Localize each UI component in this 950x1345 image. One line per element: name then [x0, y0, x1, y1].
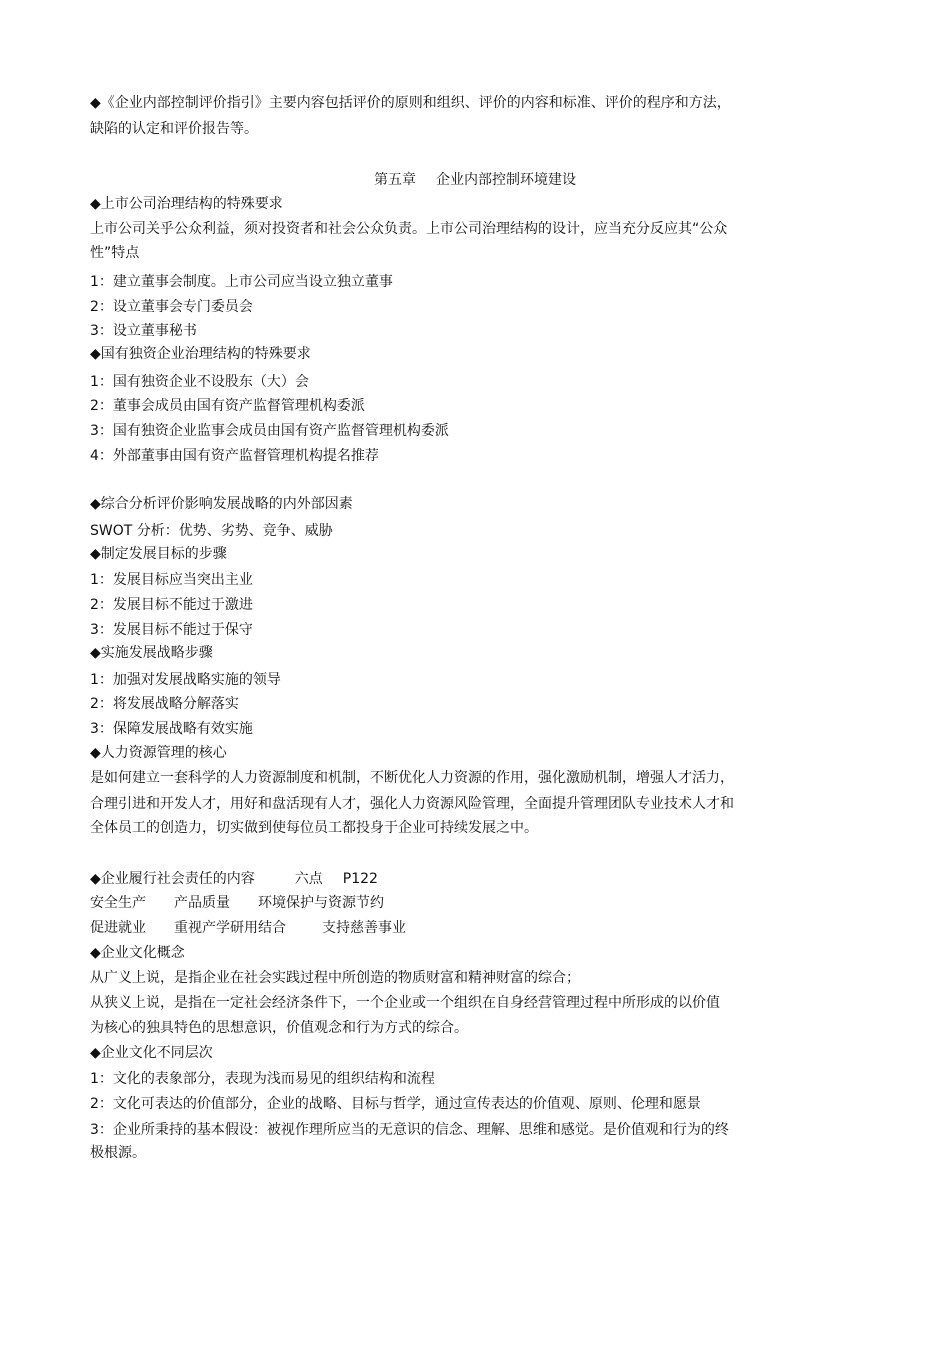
paragraph-line: 上市公司关乎公众利益，须对投资者和社会公众负责。上市公司治理结构的设计，应当充分反应其“公众 — [90, 221, 728, 237]
section-heading: ◆制定发展目标的步骤 — [90, 546, 227, 562]
paragraph-line: 合理引进和开发人才，用好和盘活现有人才，强化人力资源风险管理，全面提升管理团队专业技术人才和 — [90, 796, 734, 812]
list-item: 3：国有独资企业监事会成员由国有资产监督管理机构委派 — [90, 423, 449, 439]
list-item: 1：发展目标应当突出主业 — [90, 572, 253, 588]
intro-line-2: 缺陷的认定和评价报告等。 — [90, 121, 258, 137]
list-item: 4：外部董事由国有资产监督管理机构提名推荐 — [90, 448, 379, 464]
list-item: 3：企业所秉持的基本假设：被视作理所应当的无意识的信念、理解、思维和感觉。是价值观和行为的终 — [90, 1122, 729, 1138]
responsibility-row — [90, 893, 384, 913]
point-count: 六点 — [294, 871, 323, 887]
section-heading: ◆企业履行社会责任的内容 — [90, 871, 255, 887]
paragraph-line: 从狭义上说，是指在一定社会经济条件下，一个企业或一个组织在自身经营管理过程中所形成的以价值 — [90, 995, 720, 1011]
section-heading: ◆企业文化不同层次 — [90, 1045, 213, 1061]
intro-line-1: ◆《企业内部控制评价指引》主要内容包括评价的原则和组织、评价的内容和标准、评价的程序和方法， — [90, 95, 731, 111]
list-item: 1：加强对发展战略实施的领导 — [90, 672, 281, 688]
responsibility-item: 支持慈善事业 — [322, 920, 406, 936]
list-item: 3：设立董事秘书 — [90, 323, 197, 339]
section-heading: ◆综合分析评价影响发展战略的内外部因素 — [90, 496, 353, 512]
page-reference: P122 — [342, 871, 378, 887]
list-item: 2：设立董事会专门委员会 — [90, 299, 253, 315]
section-heading-with-ref — [90, 869, 378, 889]
section-heading: ◆国有独资企业治理结构的特殊要求 — [90, 346, 311, 362]
section-heading: ◆企业文化概念 — [90, 945, 185, 961]
paragraph-line: SWOT 分析：优势、劣势、竞争、威胁 — [90, 523, 333, 539]
responsibility-row — [90, 918, 406, 938]
paragraph-line: 是如何建立一套科学的人力资源制度和机制，不断优化人力资源的作用，强化激励机制，增强人才活力， — [90, 770, 734, 786]
list-item: 2：文化可表达的价值部分，企业的战略、目标与哲学，通过宣传表达的价值观、原则、伦理和愿景 — [90, 1096, 701, 1112]
list-item: 2：董事会成员由国有资产监督管理机构委派 — [90, 398, 365, 414]
responsibility-item: 促进就业 — [90, 920, 146, 936]
chapter-name: 企业内部控制环境建设 — [436, 172, 576, 188]
responsibility-item: 产品质量 — [174, 895, 230, 911]
chapter-title — [0, 170, 950, 190]
chapter-number: 第五章 — [374, 172, 416, 188]
list-item: 3：保障发展战略有效实施 — [90, 721, 253, 737]
list-item: 3：发展目标不能过于保守 — [90, 622, 253, 638]
responsibility-item: 安全生产 — [90, 895, 146, 911]
responsibility-item: 重视产学研用结合 — [174, 920, 286, 936]
section-heading: ◆人力资源管理的核心 — [90, 745, 227, 761]
section-heading: ◆上市公司治理结构的特殊要求 — [90, 196, 283, 212]
list-item: 1：建立董事会制度。上市公司应当设立独立董事 — [90, 274, 393, 290]
paragraph-line: 为核心的独具特色的思想意识，价值观念和行为方式的综合。 — [90, 1020, 468, 1036]
list-item: 1：文化的表象部分，表现为浅而易见的组织结构和流程 — [90, 1071, 435, 1087]
paragraph-line: 从广义上说，是指企业在社会实践过程中所创造的物质财富和精神财富的综合； — [90, 970, 580, 986]
section-heading: ◆实施发展战略步骤 — [90, 645, 213, 661]
responsibility-item: 环境保护与资源节约 — [258, 895, 384, 911]
list-item: 1：国有独资企业不设股东（大）会 — [90, 374, 309, 390]
list-item: 极根源。 — [90, 1145, 146, 1161]
list-item: 2：将发展战略分解落实 — [90, 696, 239, 712]
paragraph-line: 性”特点 — [90, 245, 140, 261]
list-item: 2：发展目标不能过于激进 — [90, 597, 253, 613]
paragraph-line: 全体员工的创造力，切实做到使每位员工都投身于企业可持续发展之中。 — [90, 820, 538, 836]
